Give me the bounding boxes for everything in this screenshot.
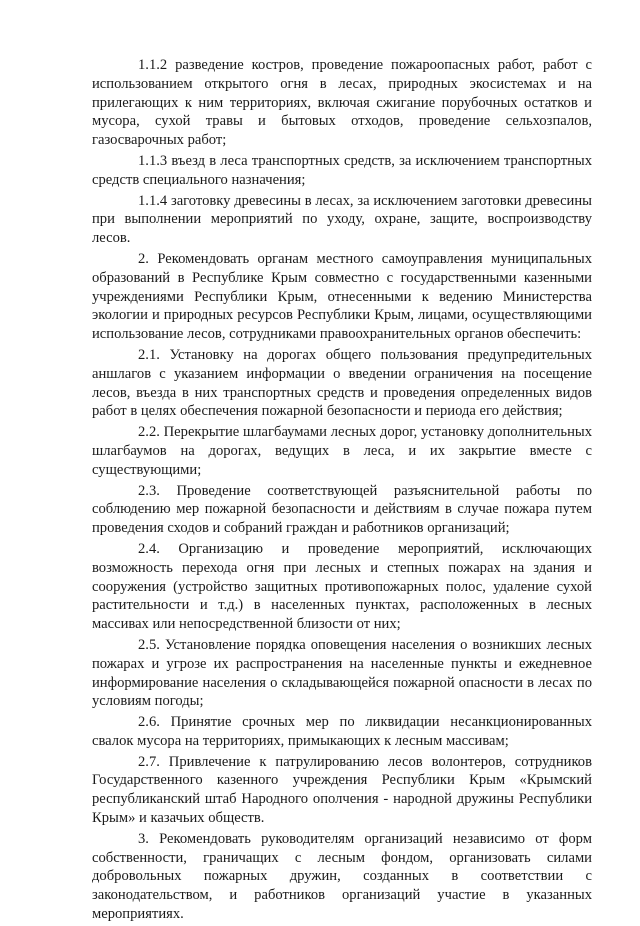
clause-2-4: 2.4. Организацию и проведение мероприятий, исключающих возможность перехода огня при лесных и степных пожарах на здания и сооружения (устройство защитных противопожарных полос, удаление сухой растительности и т.д.) в населенных пунктах, расположенных в лесных массивах или непосредственной близости от них; bbox=[92, 540, 592, 633]
clause-2-2: 2.2. Перекрытие шлагбаумами лесных дорог, установку дополнительных шлагбаумов на дорогах, ведущих в леса, и их закрытие вместе с существующими; bbox=[92, 424, 592, 478]
clause-2-5: 2.5. Установление порядка оповещения населения о возникших лесных пожарах и угрозе их распространения на населенные пункты и ежедневное информирование населения о складывающейся пожарной опасности в лесах по условиям погоды; bbox=[92, 636, 592, 710]
clause-1-1-3: 1.1.3 въезд в леса транспортных средств, за исключением транспортных средств специального назначения; bbox=[92, 152, 592, 188]
clause-3: 3. Рекомендовать руководителям организаций независимо от форм собственности, граничащих с лесным фондом, организовать силами добровольных пожарных дружин, созданных в соответствии с законодательством, и работников организаций участие в указанных мероприятиях. bbox=[92, 830, 592, 923]
clause-1-1-2: 1.1.2 разведение костров, проведение пожароопасных работ, работ с использованием открытого огня в лесах, природных экосистемах и на прилегающих к ним территориях, включая сжигание порубочных остатков и мусора, сухой травы и бытовых отходов, проведение сельхозпалов, газосварочных работ; bbox=[92, 57, 592, 149]
clause-2-1: 2.1. Установку на дорогах общего пользования предупредительных аншлагов с указанием информации о введении ограничения на посещение лесов, въезда в них транспортных средств и проведения определенных видов работ в целях обеспечения пожарной безопасности и периода его действия; bbox=[92, 346, 592, 420]
clause-2: 2. Рекомендовать органам местного самоуправления муниципальных образований в Республике Крым совместно с государственными казенными учреждениями Республики Крым, отнесенными к ведению Министерства экологии и природных ресурсов Республики Крым, лицами, осуществляющими использование лесов, сотрудниками правоохранительных органов обеспечить: bbox=[92, 250, 592, 343]
document-body bbox=[92, 56, 592, 926]
clause-2-3: 2.3. Проведение соответствующей разъяснительной работы по соблюдению мер пожарной безопасности и действиям в случае пожара путем проведения сходов и собраний граждан и работников организаций; bbox=[92, 482, 592, 537]
clause-2-6: 2.6. Принятие срочных мер по ликвидации несанкционированных свалок мусора на территориях, примыкающих к лесным массивам; bbox=[92, 714, 592, 749]
clause-1-1-4: 1.1.4 заготовку древесины в лесах, за исключением заготовки древесины при выполнении мероприятий по уходу, охране, защите, воспроизводству лесов. bbox=[92, 192, 592, 247]
clause-2-7: 2.7. Привлечение к патрулированию лесов волонтеров, сотрудников Государственного казенного учреждения Республики Крым «Крымский республиканский штаб Народного ополчения - народной дружины Республики Крым» и казачьих обществ. bbox=[92, 753, 592, 827]
